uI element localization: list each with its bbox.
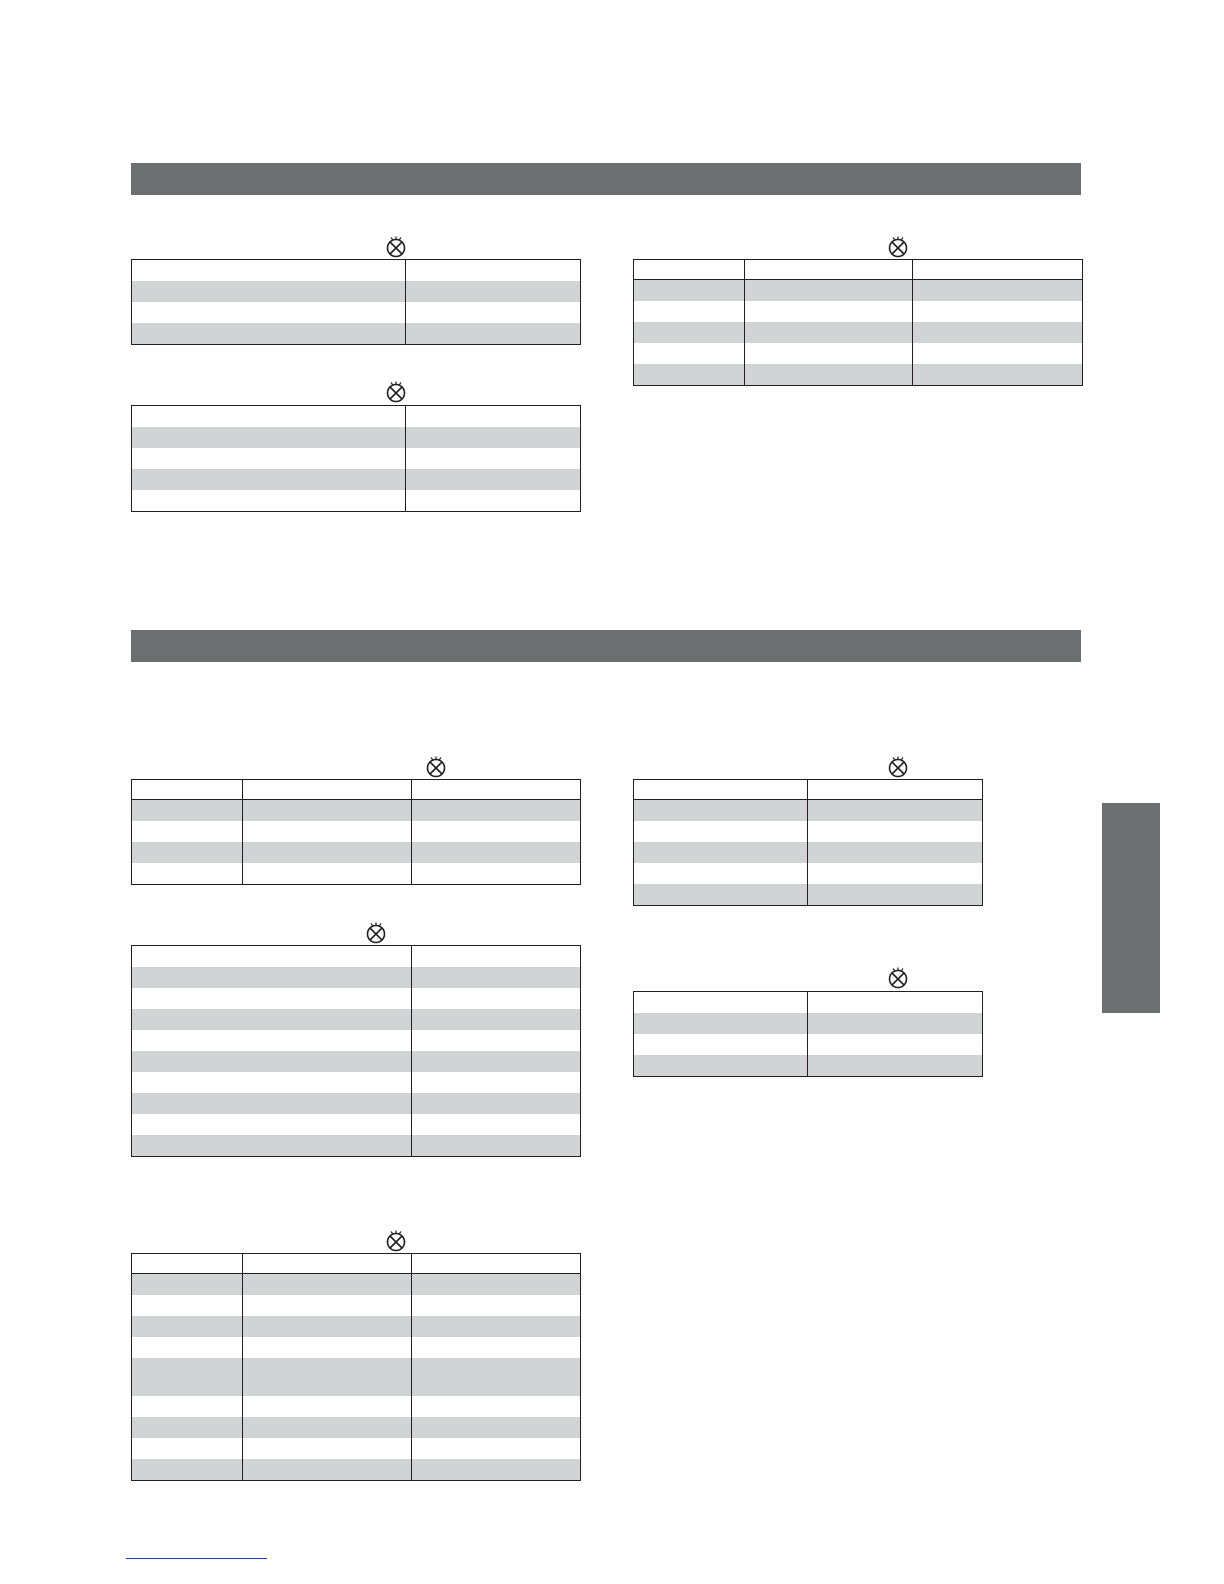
table-cell — [634, 322, 745, 343]
table-cell — [406, 490, 581, 512]
hand-wash-prohibited-icon — [365, 922, 387, 944]
table-cell — [913, 343, 1083, 364]
table-cell — [808, 1055, 983, 1077]
table-row — [132, 821, 581, 842]
table-7 — [633, 779, 983, 906]
table-cell — [412, 1093, 581, 1114]
hand-wash-prohibited-icon — [385, 381, 407, 403]
table-cell — [132, 1417, 243, 1438]
table-3 — [633, 259, 1083, 386]
table-cell — [634, 821, 808, 842]
table-row — [132, 967, 581, 988]
table-header-cell — [634, 260, 745, 280]
table-cell — [132, 427, 406, 448]
table-6 — [131, 1253, 581, 1481]
table-row — [634, 884, 983, 906]
table-cell — [243, 1295, 412, 1316]
table-row — [132, 1358, 581, 1396]
table-cell — [132, 281, 406, 302]
table-cell — [412, 1417, 581, 1438]
table-header-cell — [243, 1254, 412, 1274]
table-cell — [243, 842, 412, 863]
table-cell — [243, 1438, 412, 1459]
table-cell — [412, 1337, 581, 1358]
table-cell — [132, 1135, 412, 1157]
table-cell — [132, 988, 412, 1009]
table-row — [132, 1051, 581, 1072]
table-cell — [745, 280, 913, 302]
table-header-cell — [243, 780, 412, 800]
table-row — [132, 1135, 581, 1157]
table-cell — [745, 364, 913, 386]
table-cell — [132, 1438, 243, 1459]
table-cell — [132, 1337, 243, 1358]
table-cell — [132, 800, 243, 822]
table-cell — [634, 884, 808, 906]
table-row — [132, 469, 581, 490]
table-1 — [131, 259, 581, 345]
table-cell — [243, 1316, 412, 1337]
table-cell — [412, 1072, 581, 1093]
section-bar-1 — [131, 163, 1081, 195]
table-header-cell — [132, 1254, 243, 1274]
table-cell — [132, 302, 406, 323]
table-8 — [633, 991, 983, 1077]
table-row — [132, 448, 581, 469]
table-cell — [412, 967, 581, 988]
table-4 — [131, 779, 581, 885]
table-row — [132, 1316, 581, 1337]
table-row — [132, 427, 581, 448]
table-cell — [634, 301, 745, 322]
table-cell — [412, 1114, 581, 1135]
table-cell — [634, 1013, 808, 1034]
table-cell — [132, 1093, 412, 1114]
table-row — [634, 992, 983, 1014]
table-cell — [243, 1459, 412, 1481]
table-row — [132, 1459, 581, 1481]
table-cell — [412, 1135, 581, 1157]
table-row — [132, 1337, 581, 1358]
table-cell — [132, 1072, 412, 1093]
table-cell — [412, 1396, 581, 1417]
table-cell — [243, 800, 412, 822]
table-cell — [243, 1274, 412, 1296]
hand-wash-prohibited-icon — [887, 967, 909, 989]
table-row — [132, 1072, 581, 1093]
table-row — [132, 302, 581, 323]
table-header-cell — [132, 780, 243, 800]
table-row — [634, 280, 1083, 302]
table-row — [634, 800, 983, 822]
table-cell — [412, 1051, 581, 1072]
table-cell — [243, 1337, 412, 1358]
table-cell — [913, 280, 1083, 302]
table-cell — [913, 364, 1083, 386]
table-cell — [243, 1417, 412, 1438]
table-row — [634, 863, 983, 884]
table-cell — [132, 821, 243, 842]
table-row — [132, 946, 581, 968]
table-cell — [132, 1459, 243, 1481]
table-header-row — [634, 260, 1083, 280]
table-5 — [131, 945, 581, 1157]
table-cell — [132, 842, 243, 863]
table-cell — [634, 842, 808, 863]
table-row — [132, 1114, 581, 1135]
table-cell — [808, 863, 983, 884]
table-cell — [745, 343, 913, 364]
table-cell — [745, 322, 913, 343]
table-cell — [132, 490, 406, 512]
table-row — [634, 1013, 983, 1034]
table-cell — [412, 1316, 581, 1337]
table-cell — [406, 448, 581, 469]
table-cell — [406, 427, 581, 448]
table-cell — [132, 406, 406, 428]
table-cell — [412, 863, 581, 885]
table-cell — [412, 1438, 581, 1459]
table-cell — [913, 322, 1083, 343]
table-row — [634, 322, 1083, 343]
table-row — [132, 323, 581, 345]
table-cell — [243, 1396, 412, 1417]
table-cell — [412, 1358, 581, 1396]
footer-rule — [126, 1558, 267, 1559]
table-cell — [412, 1295, 581, 1316]
table-row — [634, 1055, 983, 1077]
table-row — [132, 863, 581, 885]
table-header-cell — [412, 780, 581, 800]
table-row — [132, 800, 581, 822]
table-cell — [132, 260, 406, 282]
table-row — [634, 842, 983, 863]
table-cell — [412, 1459, 581, 1481]
table-cell — [412, 1030, 581, 1051]
table-cell — [412, 1274, 581, 1296]
table-cell — [808, 884, 983, 906]
table-row — [132, 260, 581, 282]
table-row — [132, 406, 581, 428]
table-cell — [412, 946, 581, 968]
table-row — [132, 1030, 581, 1051]
table-cell — [634, 992, 808, 1014]
table-cell — [132, 1114, 412, 1135]
side-thumb-tab — [1102, 803, 1160, 1013]
table-cell — [412, 842, 581, 863]
table-row — [634, 301, 1083, 322]
table-cell — [634, 1055, 808, 1077]
table-row — [132, 490, 581, 512]
table-cell — [406, 469, 581, 490]
table-header-cell — [412, 1254, 581, 1274]
table-row — [132, 281, 581, 302]
table-cell — [132, 1274, 243, 1296]
table-row — [132, 1417, 581, 1438]
table-row — [132, 842, 581, 863]
table-cell — [132, 1396, 243, 1417]
table-cell — [808, 992, 983, 1014]
table-row — [132, 1274, 581, 1296]
table-cell — [808, 800, 983, 822]
hand-wash-prohibited-icon — [887, 756, 909, 778]
table-row — [132, 1438, 581, 1459]
hand-wash-prohibited-icon — [385, 236, 407, 258]
table-cell — [243, 863, 412, 885]
table-cell — [808, 842, 983, 863]
hand-wash-prohibited-icon — [385, 1230, 407, 1252]
table-row — [634, 821, 983, 842]
table-cell — [412, 988, 581, 1009]
table-row — [634, 1034, 983, 1055]
table-cell — [132, 1009, 412, 1030]
table-2 — [131, 405, 581, 512]
table-cell — [412, 1009, 581, 1030]
table-header-row — [132, 780, 581, 800]
table-cell — [132, 448, 406, 469]
table-cell — [745, 301, 913, 322]
table-cell — [132, 1358, 243, 1396]
hand-wash-prohibited-icon — [425, 756, 447, 778]
table-cell — [412, 800, 581, 822]
table-row — [132, 1396, 581, 1417]
table-cell — [406, 406, 581, 428]
table-cell — [634, 863, 808, 884]
table-cell — [132, 1316, 243, 1337]
table-cell — [634, 800, 808, 822]
table-cell — [406, 260, 581, 282]
table-cell — [132, 1030, 412, 1051]
table-cell — [808, 821, 983, 842]
table-cell — [406, 302, 581, 323]
table-header-row — [634, 780, 983, 800]
table-cell — [132, 1051, 412, 1072]
table-cell — [808, 1013, 983, 1034]
table-cell — [634, 343, 745, 364]
table-cell — [132, 1295, 243, 1316]
table-cell — [243, 821, 412, 842]
table-cell — [132, 863, 243, 885]
hand-wash-prohibited-icon — [887, 236, 909, 258]
table-row — [132, 1093, 581, 1114]
table-cell — [634, 280, 745, 302]
table-cell — [634, 1034, 808, 1055]
table-cell — [406, 323, 581, 345]
table-row — [132, 1295, 581, 1316]
table-cell — [132, 967, 412, 988]
table-cell — [913, 301, 1083, 322]
table-cell — [412, 821, 581, 842]
table-row — [132, 988, 581, 1009]
table-cell — [808, 1034, 983, 1055]
table-cell — [132, 946, 412, 968]
table-header-row — [132, 1254, 581, 1274]
table-header-cell — [634, 780, 808, 800]
table-cell — [634, 364, 745, 386]
table-row — [132, 1009, 581, 1030]
table-header-cell — [913, 260, 1083, 280]
table-cell — [406, 281, 581, 302]
section-bar-2 — [131, 630, 1081, 662]
table-cell — [243, 1358, 412, 1396]
table-row — [634, 364, 1083, 386]
table-header-cell — [808, 780, 983, 800]
table-cell — [132, 469, 406, 490]
table-header-cell — [745, 260, 913, 280]
table-cell — [132, 323, 406, 345]
table-row — [634, 343, 1083, 364]
